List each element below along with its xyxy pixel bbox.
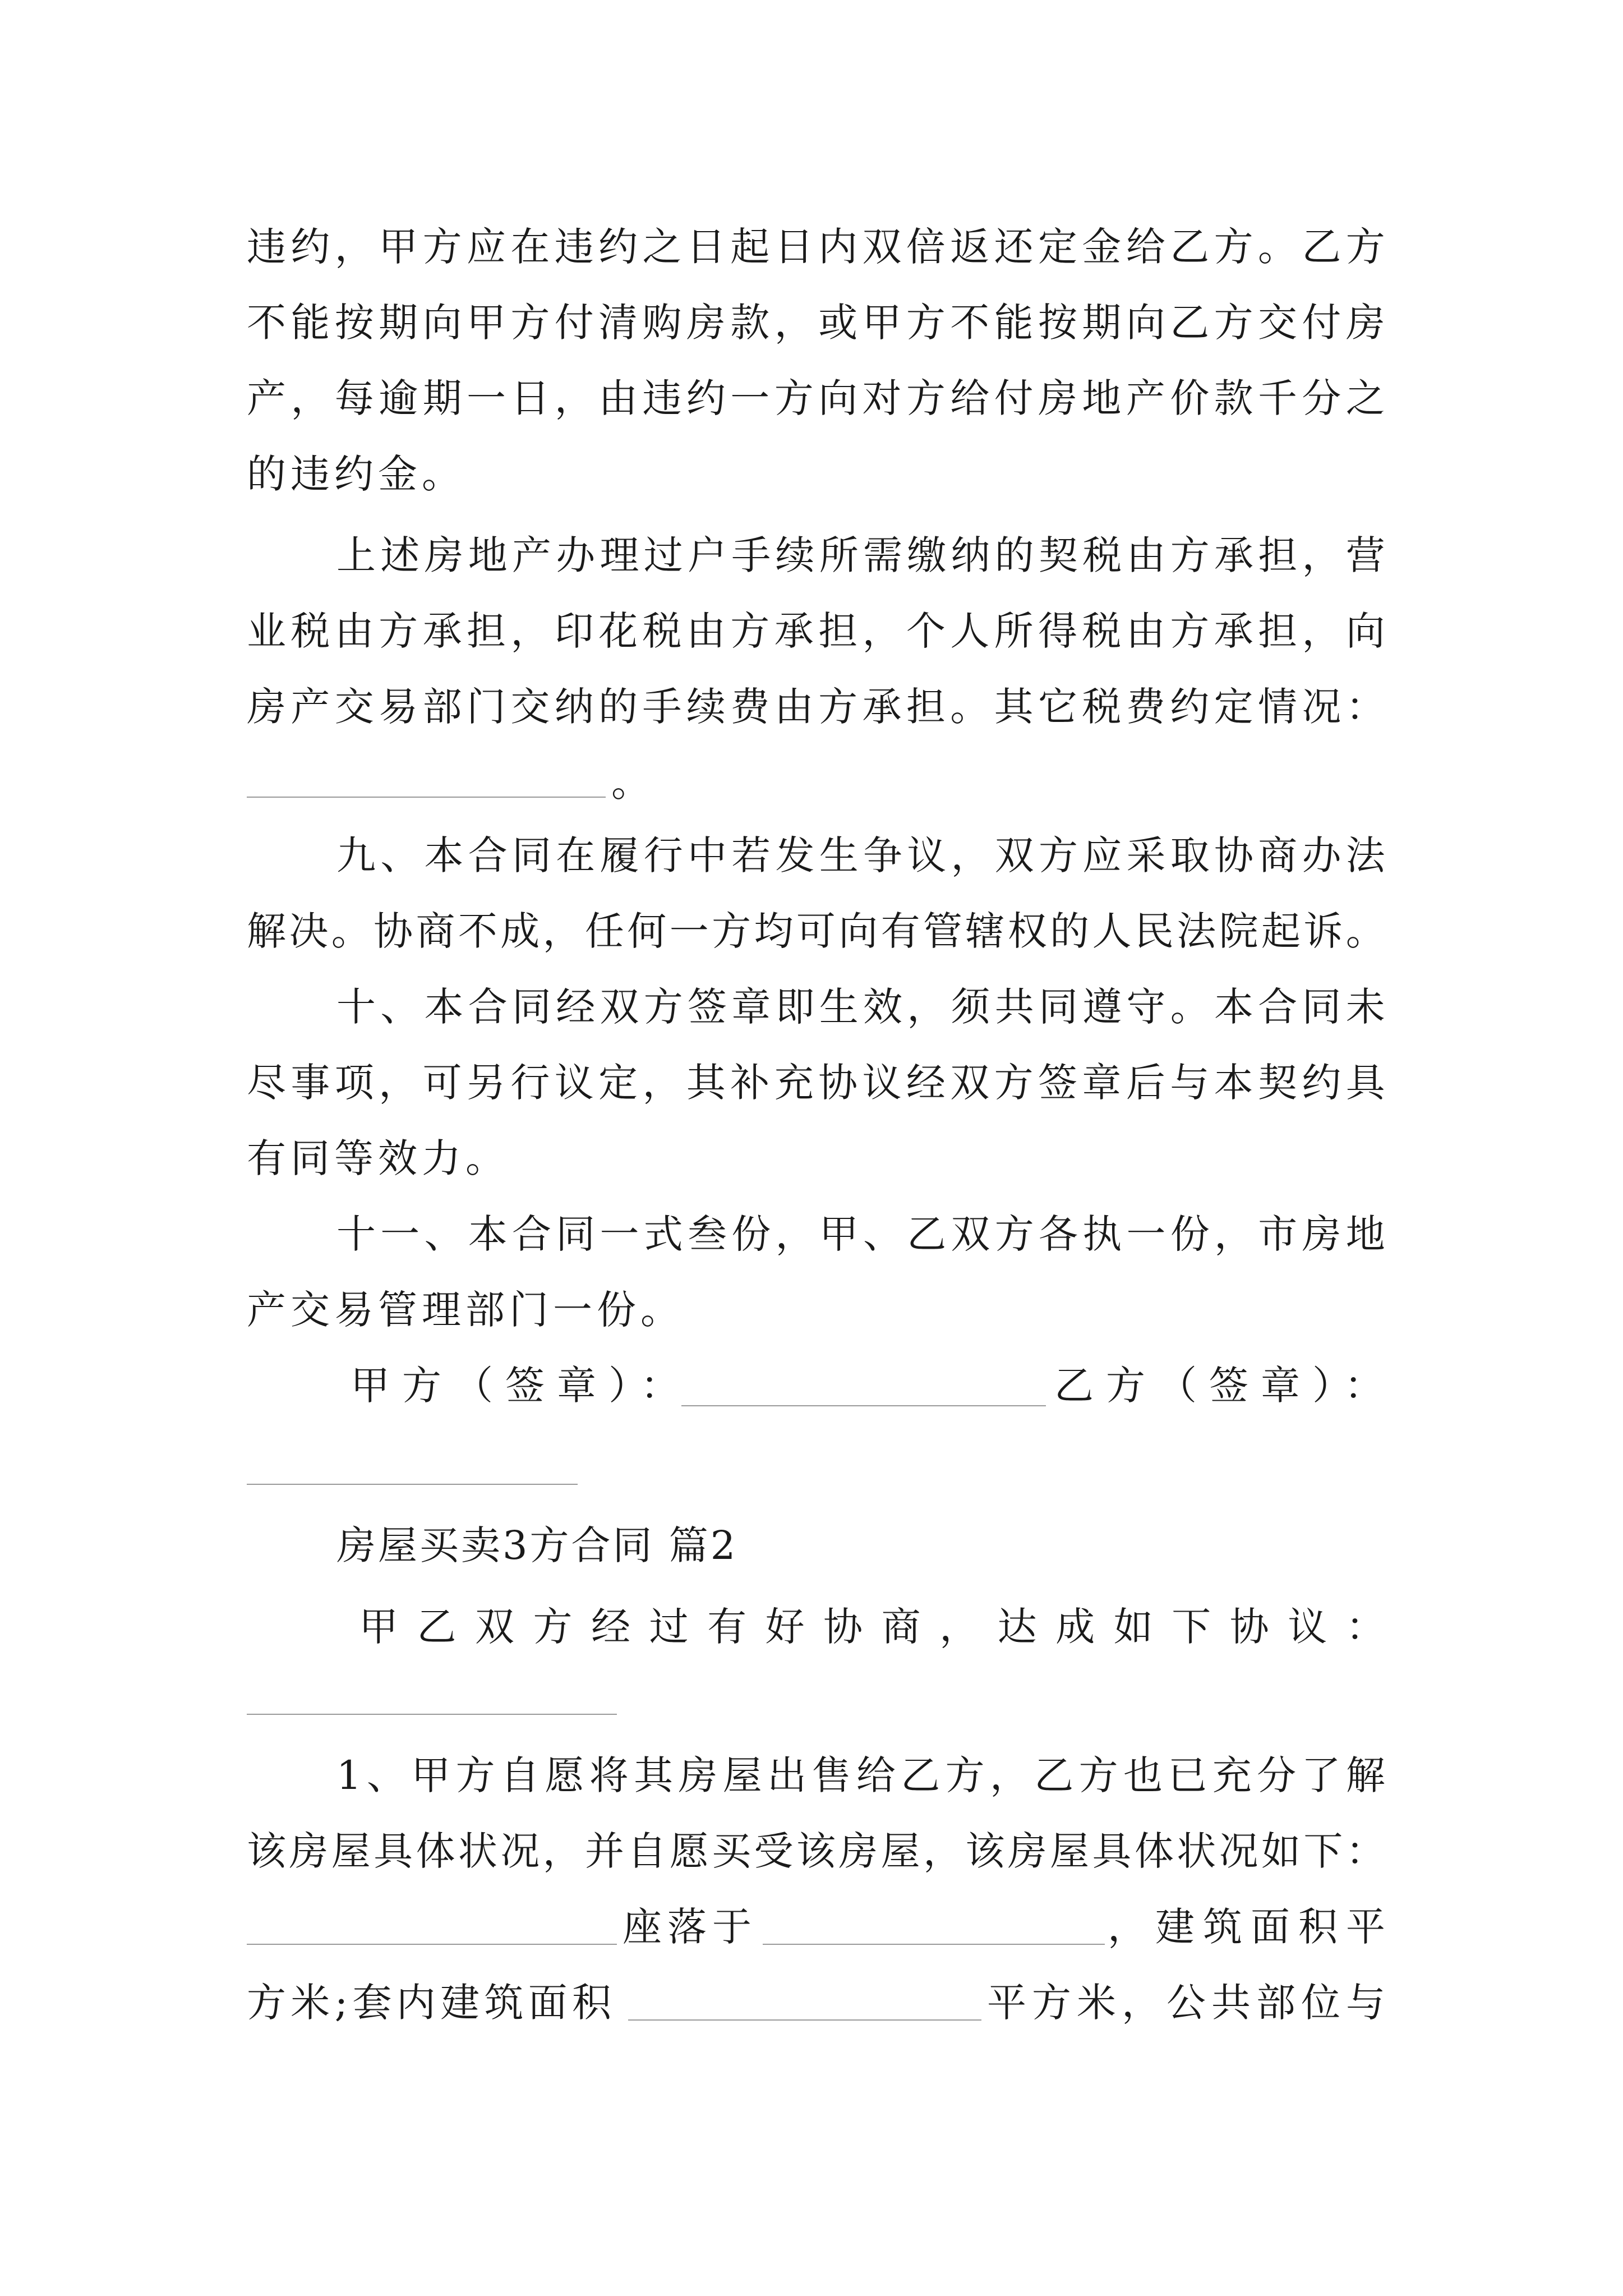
fill-in-blank — [247, 797, 606, 798]
fill-in-blank — [247, 1714, 617, 1715]
party-b-signature-label: 乙方（签章）： — [1054, 1363, 1396, 1409]
clause-line: ， 建 筑 面 积 平 — [1108, 1904, 1385, 1950]
fill-in-blank — [763, 1944, 1105, 1945]
clause-line: 座落于 — [623, 1904, 757, 1950]
agreement-intro: 甲 乙 双 方 经 过 有 好 协 商 ， 达 成 如 下 协 议 ： — [359, 1604, 1385, 1650]
text-line: 有同等效力。 — [247, 1135, 509, 1181]
party-b-signature-blank — [247, 1484, 578, 1485]
clause-line: 该 房 屋 具 体 状 况 ， 并 自 愿 买 受 该 房 屋 ， 该 房 屋 具 体 状 况 如 下 ： — [247, 1828, 1385, 1874]
text-line: 九 、 本 合 同 在 履 行 中 若 发 生 争 议 ， 双 方 应 采 取 协 商 办 法 — [336, 832, 1385, 878]
text-line: 上 述 房 地 产 办 理 过 户 手 续 所 需 缴 纳 的 契 税 由 方 承 担 ， 营 — [336, 532, 1385, 578]
clause-line: 1 、 甲 方 自 愿 将 其 房 屋 出 售 给 乙 方 ， 乙 方 也 已 充 分 了 解 — [336, 1752, 1385, 1798]
fill-in-blank — [628, 2019, 981, 2021]
text-line: 的违约金。 — [247, 451, 465, 497]
party-a-signature-blank — [681, 1405, 1046, 1406]
fill-in-blank — [247, 1944, 617, 1945]
text-line: 。 — [611, 760, 655, 806]
clause-line: 平 方 米 ， 公 共 部 位 与 — [987, 1980, 1385, 2026]
text-line: 解 决 。 协 商 不 成 ， 任 何 一 方 均 可 向 有 管 辖 权 的 人 民 法 院 起 诉 。 — [247, 908, 1385, 954]
clause-line: 方 米 ; 套 内 建 筑 面 积 — [247, 1980, 611, 2026]
text-line: 尽 事 项 ， 可 另 行 议 定 ， 其 补 充 协 议 经 双 方 签 章 后 与 本 契 约 具 — [247, 1060, 1385, 1106]
section-heading: 房屋买卖3方合同 篇2 — [336, 1522, 738, 1568]
text-line: 十 一 、 本 合 同 一 式 叁 份 ， 甲 、 乙 双 方 各 执 一 份 ， 市 房 地 — [336, 1211, 1385, 1257]
text-line: 房 产 交 易 部 门 交 纳 的 手 续 费 由 方 承 担 。 其 它 税 费 约 定 情 况 ： — [247, 684, 1385, 730]
text-line: 违 约 ， 甲 方 应 在 违 约 之 日 起 日 内 双 倍 返 还 定 金 给 乙 方 。 乙 方 — [247, 224, 1385, 270]
text-line: 业 税 由 方 承 担 ， 印 花 税 由 方 承 担 ， 个 人 所 得 税 由 方 承 担 ， 向 — [247, 608, 1385, 654]
text-line: 十 、 本 合 同 经 双 方 签 章 即 生 效 ， 须 共 同 遵 守 。 本 合 同 未 — [336, 984, 1385, 1030]
text-line: 不 能 按 期 向 甲 方 付 清 购 房 款 ， 或 甲 方 不 能 按 期 向 乙 方 交 付 房 — [247, 300, 1385, 346]
text-line: 产交易管理部门一份。 — [247, 1287, 684, 1333]
text-line: 产 ， 每 逾 期 一 日 ， 由 违 约 一 方 向 对 方 给 付 房 地 产 价 款 千 分 之 — [247, 375, 1385, 421]
party-a-signature-label: 甲方（签章）： — [351, 1363, 692, 1409]
